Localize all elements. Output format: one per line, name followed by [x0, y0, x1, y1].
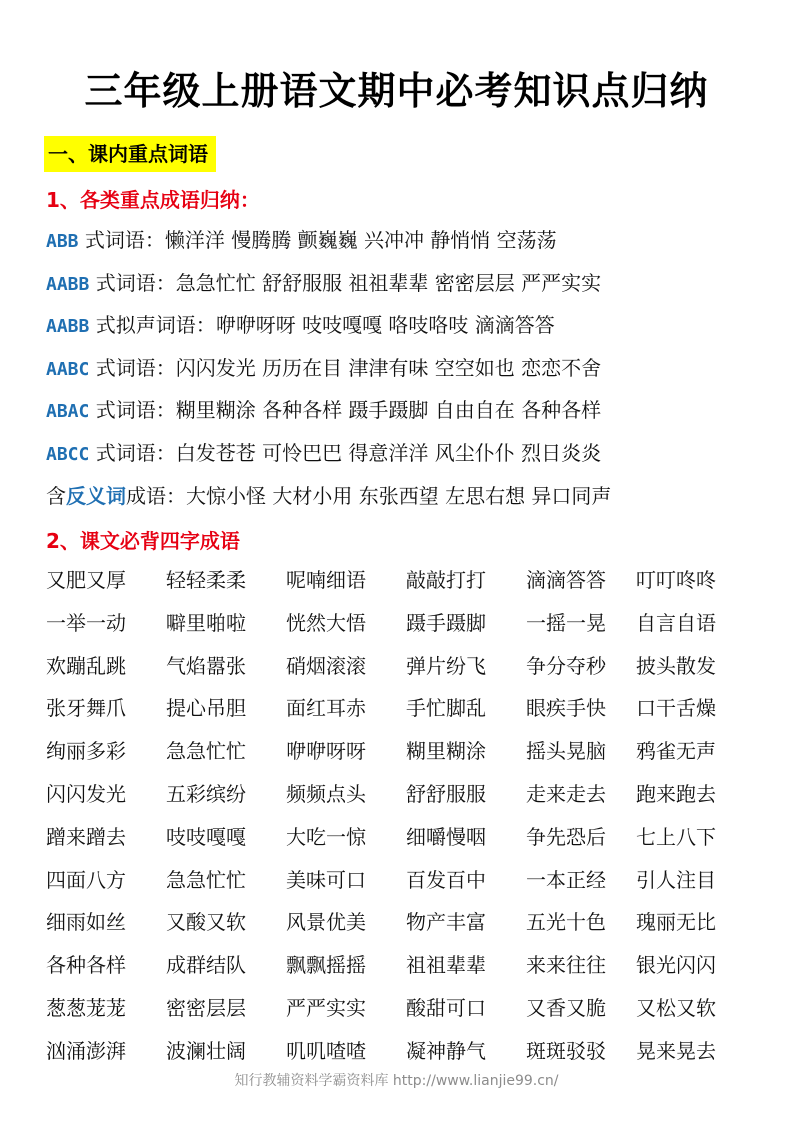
grid-cell: 叽叽喳喳: [286, 1038, 366, 1063]
grid-row: [46, 564, 746, 607]
grid-cell: 频频点头: [286, 781, 366, 806]
grid-cell: 各种各样: [46, 953, 126, 978]
grid-cell: 晃来晃去: [636, 1038, 716, 1063]
grid-row: [46, 692, 746, 735]
grid-cell: 跑来跑去: [636, 781, 716, 806]
grid-cell: 摇头晃脑: [526, 739, 606, 764]
idiom-pattern-list: [46, 224, 746, 522]
grid-cell: 面红耳赤: [286, 696, 366, 721]
grid-cell: 争分夺秒: [526, 653, 606, 678]
grid-cell: 提心吊胆: [166, 696, 246, 721]
grid-row: [46, 949, 746, 992]
grid-cell: 张牙舞爪: [46, 696, 126, 721]
grid-cell: 咿咿呀呀: [286, 739, 366, 764]
grid-cell: 又香又脆: [526, 995, 606, 1020]
grid-row: [46, 821, 746, 864]
pattern-kind: 式词语：: [89, 355, 176, 380]
grid-cell: 五光十色: [526, 910, 606, 935]
grid-cell: 严严实实: [286, 995, 366, 1020]
grid-cell: 大吃一惊: [286, 824, 366, 849]
grid-row: [46, 607, 746, 650]
grid-cell: 细雨如丝: [46, 910, 126, 935]
idiom-line-antonym: [46, 480, 746, 523]
pattern-label: AABC: [46, 358, 90, 380]
grid-cell: 欢蹦乱跳: [46, 653, 126, 678]
pattern-words: 糊里糊涂 各种各样 蹑手蹑脚 自由自在 各种各样: [175, 398, 602, 423]
grid-cell: 又肥又厚: [46, 568, 126, 592]
pattern-kind: 式词语：: [89, 398, 176, 423]
grid-cell: 四面八方: [46, 867, 126, 892]
pattern-label: ABAC: [46, 401, 90, 423]
pattern-label: ABCC: [46, 443, 90, 465]
grid-cell: 弹片纷飞: [406, 653, 486, 678]
grid-cell: 敲敲打打: [406, 568, 486, 592]
pattern-kind: 式词语：: [78, 228, 165, 252]
grid-cell: 自言自语: [636, 610, 716, 635]
pattern-label: AABB: [46, 273, 90, 295]
subheading-idiom-summary: 1、各类重点成语归纳：: [46, 188, 260, 212]
grid-cell: 凝神静气: [406, 1038, 486, 1063]
grid-cell: 葱葱茏茏: [46, 995, 126, 1020]
four-char-idiom-grid: [46, 564, 746, 1078]
grid-cell: 百发百中: [406, 867, 486, 892]
grid-cell: 美味可口: [286, 867, 366, 892]
pattern-words: 咿咿呀呀 吱吱嘎嘎 咯吱咯吱 滴滴答答: [215, 313, 555, 338]
grid-cell: 一本正经: [526, 867, 606, 892]
antonym-words: 大惊小怪 大材小用 东张西望 左思右想 异口同声: [186, 483, 612, 508]
pattern-words: 懒洋洋 慢腾腾 颤巍巍 兴冲冲 静悄悄 空荡荡: [164, 228, 557, 252]
pattern-kind: 式词语：: [89, 440, 176, 465]
grid-row: [46, 992, 746, 1035]
grid-cell: 眼疾手快: [526, 696, 606, 721]
grid-cell: 手忙脚乱: [406, 696, 486, 721]
grid-cell: 一举一动: [46, 610, 126, 635]
grid-cell: 呢喃细语: [286, 568, 366, 592]
grid-cell: 风景优美: [286, 910, 366, 935]
grid-cell: 波澜壮阔: [166, 1038, 246, 1063]
idiom-line-aabb: [46, 267, 746, 310]
grid-cell: 披头散发: [636, 653, 716, 678]
grid-cell: 瑰丽无比: [636, 910, 716, 935]
idiom-line-abcc: [46, 437, 746, 480]
footer-source: 知行教辅资料学霸资料库 http://www.lianjie99.cn/: [234, 1073, 559, 1089]
pattern-words: 白发苍苍 可怜巴巴 得意洋洋 风尘仆仆 烈日炎炎: [175, 440, 602, 465]
grid-cell: 舒舒服服: [406, 781, 486, 806]
grid-row: [46, 778, 746, 821]
grid-cell: 祖祖辈辈: [406, 953, 486, 978]
pattern-kind: 式拟声词语：: [89, 313, 216, 338]
antonym-prefix: 含: [46, 483, 66, 508]
grid-row: [46, 906, 746, 949]
grid-cell: 蹑手蹑脚: [406, 610, 486, 635]
grid-cell: 走来走去: [526, 781, 606, 806]
grid-cell: 急急忙忙: [166, 867, 246, 892]
idiom-line-aabb-onomatopoeia: [46, 309, 746, 352]
grid-row: [46, 864, 746, 907]
grid-row: [46, 735, 746, 778]
grid-cell: 蹭来蹭去: [46, 824, 126, 849]
idiom-line-abb: [46, 224, 746, 267]
antonym-suffix: 成语：: [126, 483, 186, 508]
antonym-highlight: 反义词: [66, 483, 126, 508]
grid-cell: 汹涌澎湃: [46, 1038, 126, 1063]
grid-cell: 五彩缤纷: [166, 781, 246, 806]
subheading-four-char-idioms: 2、课文必背四字成语: [46, 529, 240, 553]
grid-cell: 引人注目: [636, 867, 716, 892]
grid-cell: 斑斑驳驳: [526, 1038, 606, 1063]
grid-cell: 闪闪发光: [46, 781, 126, 806]
grid-cell: 又酸又软: [166, 910, 246, 935]
pattern-label: ABB: [46, 231, 79, 252]
grid-cell: 轻轻柔柔: [166, 568, 246, 592]
grid-cell: 争先恐后: [526, 824, 606, 849]
pattern-words: 急急忙忙 舒舒服服 祖祖辈辈 密密层层 严严实实: [175, 270, 602, 295]
grid-cell: 七上八下: [636, 824, 716, 849]
grid-cell: 银光闪闪: [636, 953, 716, 978]
page-title: 三年级上册语文期中必考知识点归纳: [84, 69, 709, 113]
grid-cell: 绚丽多彩: [46, 739, 126, 764]
grid-cell: 密密层层: [166, 995, 246, 1020]
grid-row: [46, 650, 746, 693]
grid-cell: 酸甜可口: [406, 995, 486, 1020]
grid-cell: 来来往往: [526, 953, 606, 978]
grid-cell: 物产丰富: [406, 910, 486, 935]
grid-cell: 一摇一晃: [526, 610, 606, 635]
section-heading-key-words: 一、课内重点词语: [44, 136, 216, 172]
idiom-line-abac: [46, 394, 746, 437]
grid-cell: 成群结队: [166, 953, 246, 978]
grid-cell: 叮叮咚咚: [636, 568, 716, 592]
grid-cell: 糊里糊涂: [406, 739, 486, 764]
idiom-line-aabc: [46, 352, 746, 395]
grid-cell: 硝烟滚滚: [286, 653, 366, 678]
grid-cell: 滴滴答答: [526, 568, 606, 592]
pattern-label: AABB: [46, 316, 90, 338]
pattern-kind: 式词语：: [89, 270, 176, 295]
grid-cell: 口干舌燥: [636, 696, 716, 721]
grid-cell: 鸦雀无声: [636, 739, 716, 764]
grid-cell: 又松又软: [636, 995, 716, 1020]
grid-cell: 细嚼慢咽: [406, 824, 486, 849]
grid-cell: 急急忙忙: [166, 739, 246, 764]
grid-cell: 气焰嚣张: [166, 653, 246, 678]
pattern-words: 闪闪发光 历历在目 津津有味 空空如也 恋恋不舍: [175, 355, 602, 380]
grid-cell: 噼里啪啦: [166, 610, 246, 635]
grid-cell: 吱吱嘎嘎: [166, 824, 246, 849]
grid-cell: 恍然大悟: [286, 610, 366, 635]
grid-cell: 飘飘摇摇: [286, 953, 366, 978]
